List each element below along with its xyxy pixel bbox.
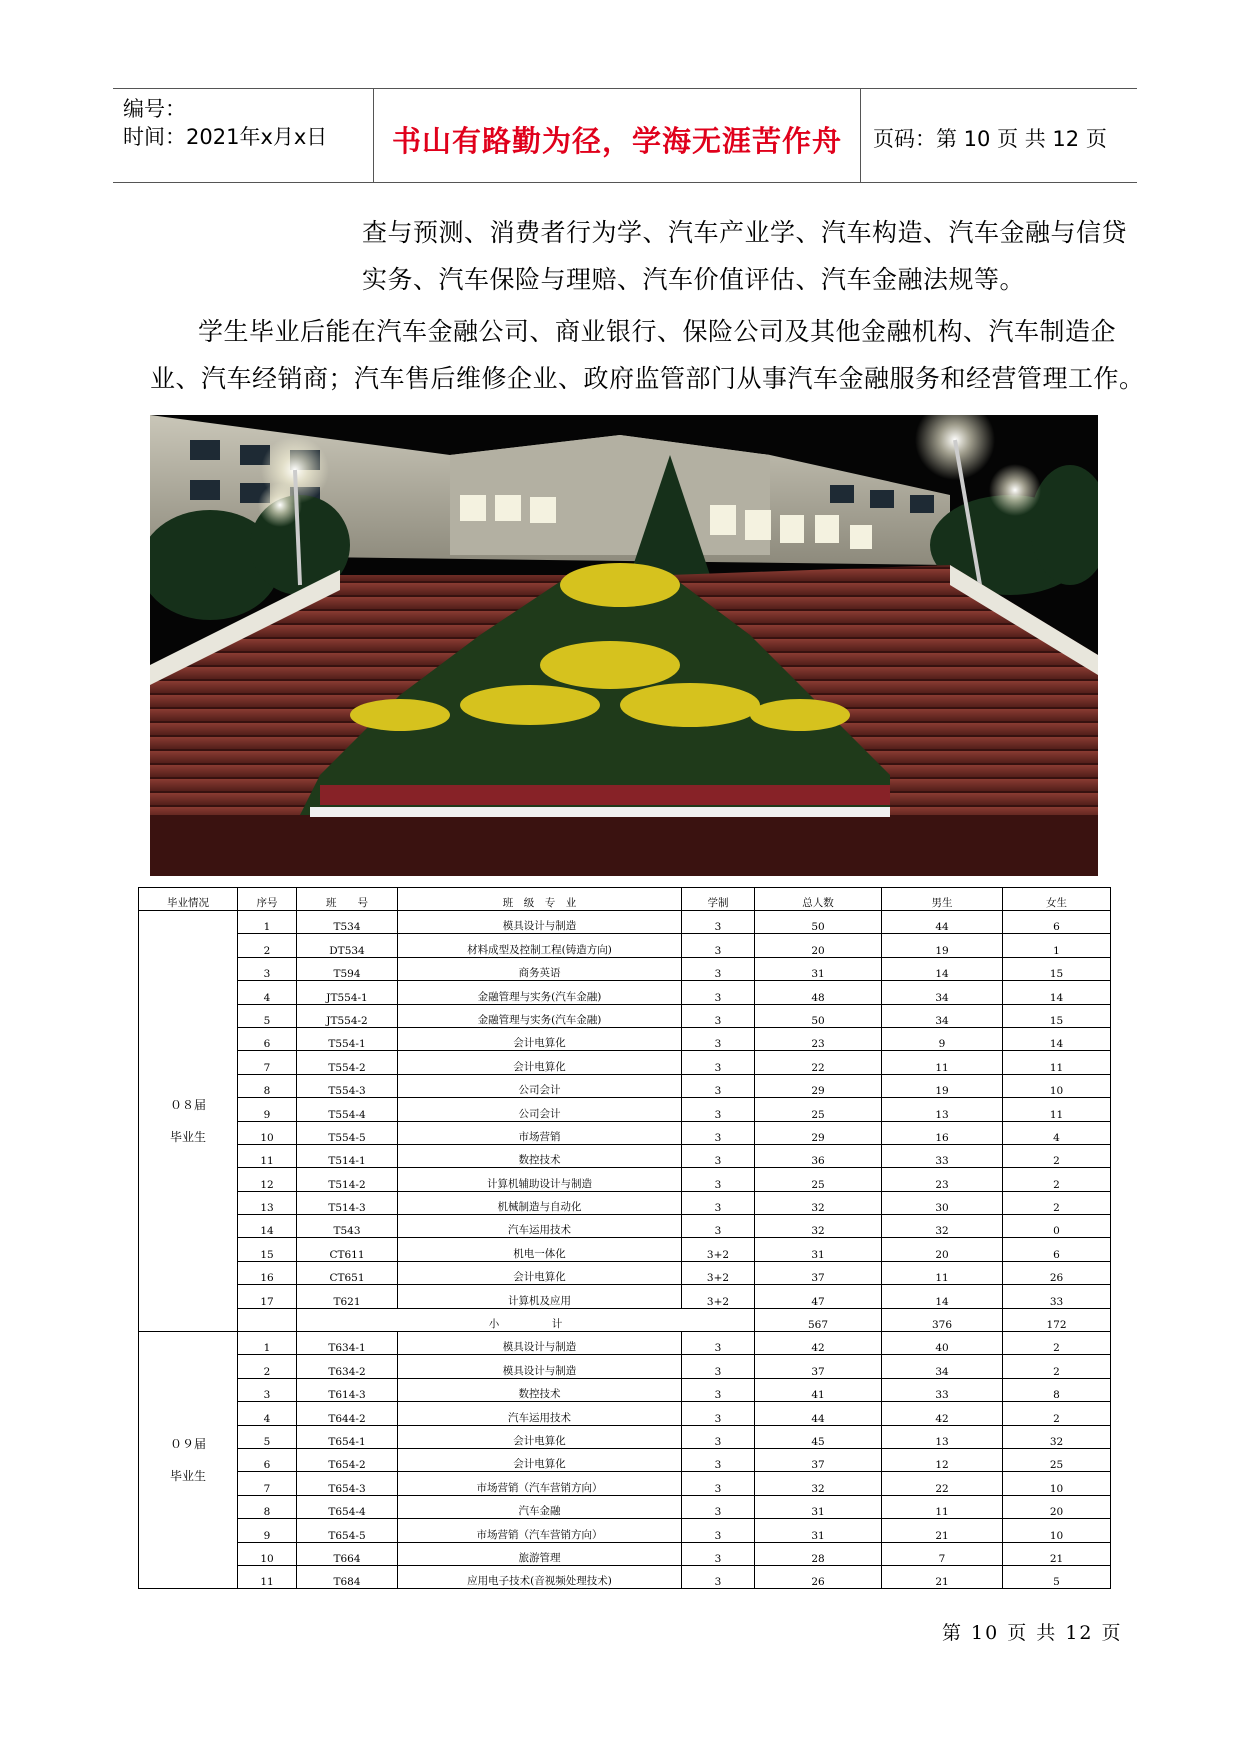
column-header: 毕业情况: [139, 888, 238, 911]
table-cell: DT534: [297, 934, 398, 957]
table-row: [139, 1448, 1111, 1471]
table-cell: 34: [882, 981, 1003, 1004]
table-cell: 2: [1003, 1355, 1111, 1378]
table-row: [139, 981, 1111, 1004]
table-cell: 26: [1003, 1261, 1111, 1284]
graduation-group-label: [139, 1332, 238, 1589]
graduates-table: [138, 887, 1111, 1589]
table-cell: 14: [1003, 981, 1111, 1004]
subtotal-label: 小 计: [297, 1308, 755, 1331]
table-cell: 1: [1003, 934, 1111, 957]
table-row: [139, 1542, 1111, 1565]
table-cell: 15: [238, 1238, 297, 1261]
table-cell: CT611: [297, 1238, 398, 1261]
document-time-label: 时间：2021年x月x日: [123, 125, 328, 149]
table-cell: 公司会计: [398, 1074, 682, 1097]
table-cell: 市场营销: [398, 1121, 682, 1144]
table-row: [139, 1121, 1111, 1144]
table-cell: 34: [882, 1004, 1003, 1027]
column-header: 男生: [882, 888, 1003, 911]
column-header: 总人数: [755, 888, 882, 911]
table-cell: 50: [755, 911, 882, 934]
table-cell: 3: [682, 957, 755, 980]
table-cell: 14: [882, 1285, 1003, 1308]
campus-night-photo: [150, 415, 1098, 876]
table-row: [139, 934, 1111, 957]
table-cell: 33: [882, 1378, 1003, 1401]
table-cell: 2: [1003, 1191, 1111, 1214]
column-header: 女生: [1003, 888, 1111, 911]
table-cell: 10: [238, 1542, 297, 1565]
table-cell: T554-5: [297, 1121, 398, 1144]
table-cell: 会计电算化: [398, 1425, 682, 1448]
table-cell: 3: [682, 1144, 755, 1167]
table-header-row: [139, 888, 1111, 911]
table-row: [139, 1402, 1111, 1425]
subtotal-row: [139, 1308, 1111, 1331]
table-cell: 公司会计: [398, 1098, 682, 1121]
table-cell: 45: [755, 1425, 882, 1448]
column-header: 班 级 专 业: [398, 888, 682, 911]
table-row: [139, 1191, 1111, 1214]
table-cell: 3: [682, 1191, 755, 1214]
column-header: 序号: [238, 888, 297, 911]
graduates-table-body: [139, 888, 1111, 1589]
column-header: 学制: [682, 888, 755, 911]
table-cell: 3: [682, 934, 755, 957]
table-cell: 2: [1003, 1168, 1111, 1191]
table-row: [139, 1098, 1111, 1121]
table-row: [139, 1495, 1111, 1518]
table-cell: 5: [238, 1425, 297, 1448]
table-cell: 3+2: [682, 1238, 755, 1261]
table-cell: 3: [682, 1098, 755, 1121]
table-cell: 7: [238, 1472, 297, 1495]
table-cell: 29: [755, 1121, 882, 1144]
table-cell: T554-3: [297, 1074, 398, 1097]
table-cell: T634-2: [297, 1355, 398, 1378]
table-cell: 5: [1003, 1565, 1111, 1588]
table-cell: 9: [238, 1519, 297, 1542]
table-cell: 汽车运用技术: [398, 1215, 682, 1238]
table-cell: T654-2: [297, 1448, 398, 1471]
table-cell: 33: [882, 1144, 1003, 1167]
table-cell: 会计电算化: [398, 1051, 682, 1074]
table-cell: T654-1: [297, 1425, 398, 1448]
table-cell: 应用电子技术(音视频处理技术): [398, 1565, 682, 1588]
table-cell: 数控技术: [398, 1378, 682, 1401]
table-cell: 32: [755, 1191, 882, 1214]
table-cell: 36: [755, 1144, 882, 1167]
table-cell: 47: [755, 1285, 882, 1308]
table-cell: 44: [882, 911, 1003, 934]
table-cell: 3: [682, 1121, 755, 1144]
table-cell: 3: [682, 1565, 755, 1588]
table-cell: 模具设计与制造: [398, 911, 682, 934]
table-cell: 31: [755, 957, 882, 980]
table-cell: 3: [238, 1378, 297, 1401]
table-row: [139, 1285, 1111, 1308]
table-cell: 8: [238, 1495, 297, 1518]
table-cell: 11: [882, 1051, 1003, 1074]
table-cell: 1: [238, 1332, 297, 1355]
table-row: [139, 1378, 1111, 1401]
table-cell: 3: [682, 1168, 755, 1191]
table-cell: 48: [755, 981, 882, 1004]
table-cell: 3: [682, 1215, 755, 1238]
table-cell: 42: [882, 1402, 1003, 1425]
table-cell: 37: [755, 1448, 882, 1471]
table-cell: T654-3: [297, 1472, 398, 1495]
table-cell: 17: [238, 1285, 297, 1308]
table-cell: T634-1: [297, 1332, 398, 1355]
table-cell: 3+2: [682, 1285, 755, 1308]
table-row: [139, 1565, 1111, 1588]
table-cell: 3: [682, 981, 755, 1004]
table-cell: 28: [755, 1542, 882, 1565]
document-number-label: 编号：: [123, 97, 186, 121]
table-cell: 26: [755, 1565, 882, 1588]
graduation-group-label: [139, 911, 238, 1332]
table-cell: 3: [682, 1051, 755, 1074]
table-cell: 15: [1003, 1004, 1111, 1027]
table-cell: 金融管理与实务(汽车金融): [398, 981, 682, 1004]
table-row: [139, 1144, 1111, 1167]
table-cell: 23: [755, 1027, 882, 1050]
table-cell: T554-1: [297, 1027, 398, 1050]
table-cell: 3: [682, 1542, 755, 1565]
table-cell: JT554-2: [297, 1004, 398, 1027]
table-cell: T554-4: [297, 1098, 398, 1121]
table-cell: 25: [755, 1098, 882, 1121]
table-cell: 计算机及应用: [398, 1285, 682, 1308]
table-cell: 16: [238, 1261, 297, 1284]
table-row: [139, 1355, 1111, 1378]
group-type-label: 毕业生: [169, 1130, 206, 1145]
table-row: [139, 1168, 1111, 1191]
table-cell: 23: [882, 1168, 1003, 1191]
table-cell: 22: [882, 1472, 1003, 1495]
table-cell: 3: [682, 1332, 755, 1355]
table-cell: 3: [682, 1495, 755, 1518]
table-row: [139, 1261, 1111, 1284]
table-cell: T543: [297, 1215, 398, 1238]
table-cell: 11: [882, 1261, 1003, 1284]
table-cell: 4: [238, 981, 297, 1004]
table-row: [139, 1027, 1111, 1050]
table-row: [139, 1332, 1111, 1355]
table-row: [139, 1472, 1111, 1495]
table-cell: 3: [682, 1402, 755, 1425]
header-page-cell: [861, 89, 1137, 182]
table-cell: 11: [1003, 1098, 1111, 1121]
table-cell: 6: [1003, 911, 1111, 934]
table-cell: 机械制造与自动化: [398, 1191, 682, 1214]
table-cell: 模具设计与制造: [398, 1355, 682, 1378]
table-cell: 8: [238, 1074, 297, 1097]
table-cell: 11: [238, 1565, 297, 1588]
table-cell: 10: [1003, 1472, 1111, 1495]
table-cell: 市场营销（汽车营销方向）: [398, 1519, 682, 1542]
table-cell: JT554-1: [297, 981, 398, 1004]
table-cell: T594: [297, 957, 398, 980]
table-cell: 11: [882, 1495, 1003, 1518]
table-row: [139, 911, 1111, 934]
table-cell: 13: [882, 1098, 1003, 1121]
table-cell: 2: [238, 1355, 297, 1378]
table-cell: 2: [1003, 1144, 1111, 1167]
table-cell: 2: [238, 934, 297, 957]
table-cell: 19: [882, 934, 1003, 957]
group-year-label: ０９届: [169, 1437, 206, 1452]
table-cell: 32: [755, 1215, 882, 1238]
table-row: [139, 957, 1111, 980]
table-cell: 6: [238, 1027, 297, 1050]
table-cell: T514-2: [297, 1168, 398, 1191]
table-row: [139, 1051, 1111, 1074]
table-cell: 14: [238, 1215, 297, 1238]
page-header: [113, 88, 1137, 183]
table-cell: 3: [682, 1519, 755, 1542]
body-paragraph-line: 实务、汽车保险与理赔、汽车价值评估、汽车金融法规等。: [362, 265, 1026, 294]
table-cell: T654-5: [297, 1519, 398, 1542]
subtotal-value: 376: [882, 1308, 1003, 1331]
table-cell: 汽车金融: [398, 1495, 682, 1518]
table-cell: 32: [1003, 1425, 1111, 1448]
table-cell: 会计电算化: [398, 1448, 682, 1471]
table-cell: 3: [682, 1074, 755, 1097]
table-cell: 37: [755, 1355, 882, 1378]
table-cell: 0: [1003, 1215, 1111, 1238]
table-cell: 5: [238, 1004, 297, 1027]
subtotal-value: 567: [755, 1308, 882, 1331]
table-cell: 旅游管理: [398, 1542, 682, 1565]
table-cell: 42: [755, 1332, 882, 1355]
table-cell: 41: [755, 1378, 882, 1401]
table-cell: 29: [755, 1074, 882, 1097]
subtotal-value: 172: [1003, 1308, 1111, 1331]
table-cell: 33: [1003, 1285, 1111, 1308]
table-cell: 数控技术: [398, 1144, 682, 1167]
table-row: [139, 1238, 1111, 1261]
table-cell: T654-4: [297, 1495, 398, 1518]
table-cell: 31: [755, 1238, 882, 1261]
table-cell: 12: [882, 1448, 1003, 1471]
table-cell: T534: [297, 911, 398, 934]
table-row: [139, 1215, 1111, 1238]
table-cell: 20: [755, 934, 882, 957]
table-cell: T514-1: [297, 1144, 398, 1167]
table-cell: 12: [238, 1168, 297, 1191]
table-cell: 15: [1003, 957, 1111, 980]
table-cell: 9: [882, 1027, 1003, 1050]
table-cell: 8: [1003, 1378, 1111, 1401]
table-cell: 32: [882, 1215, 1003, 1238]
table-row: [139, 1519, 1111, 1542]
table-row: [139, 1425, 1111, 1448]
table-cell: T644-2: [297, 1402, 398, 1425]
table-cell: 机电一体化: [398, 1238, 682, 1261]
table-cell: 金融管理与实务(汽车金融): [398, 1004, 682, 1027]
table-cell: 21: [1003, 1542, 1111, 1565]
table-cell: 4: [238, 1402, 297, 1425]
table-cell: 3: [682, 1027, 755, 1050]
table-cell: 20: [882, 1238, 1003, 1261]
table-cell: 2: [1003, 1332, 1111, 1355]
table-cell: 7: [238, 1051, 297, 1074]
header-motto: 书山有路勤为径，学海无涯苦作舟: [391, 124, 842, 158]
table-cell: T621: [297, 1285, 398, 1308]
group-year-label: ０８届: [169, 1098, 206, 1113]
table-cell: 21: [882, 1519, 1003, 1542]
table-cell: 19: [882, 1074, 1003, 1097]
table-cell: 4: [1003, 1121, 1111, 1144]
table-cell: 32: [755, 1472, 882, 1495]
body-paragraph-line: 业、汽车经销商；汽车售后维修企业、政府监管部门从事汽车金融服务和经营管理工作。: [150, 364, 1145, 393]
table-cell: [238, 1308, 297, 1331]
table-cell: 市场营销（汽车营销方向）: [398, 1472, 682, 1495]
table-cell: 31: [755, 1495, 882, 1518]
table-row: [139, 1074, 1111, 1097]
table-cell: 3: [238, 957, 297, 980]
table-cell: 11: [1003, 1051, 1111, 1074]
table-cell: 11: [238, 1144, 297, 1167]
table-cell: 会计电算化: [398, 1027, 682, 1050]
body-paragraph-line: 学生毕业后能在汽车金融公司、商业银行、保险公司及其他金融机构、汽车制造企: [198, 317, 1117, 346]
table-cell: 13: [882, 1425, 1003, 1448]
table-cell: 31: [755, 1519, 882, 1542]
table-cell: 3: [682, 1472, 755, 1495]
body-paragraph-line: 查与预测、消费者行为学、汽车产业学、汽车构造、汽车金融与信贷: [362, 218, 1128, 247]
table-cell: 3: [682, 1378, 755, 1401]
table-cell: 材料成型及控制工程(铸造方向): [398, 934, 682, 957]
table-cell: T664: [297, 1542, 398, 1565]
column-header: 班 号: [297, 888, 398, 911]
table-cell: 13: [238, 1191, 297, 1214]
table-cell: 20: [1003, 1495, 1111, 1518]
page-footer: 第 10 页 共 12 页: [942, 1622, 1123, 1644]
table-cell: 30: [882, 1191, 1003, 1214]
table-cell: 6: [238, 1448, 297, 1471]
table-cell: 模具设计与制造: [398, 1332, 682, 1355]
table-cell: 会计电算化: [398, 1261, 682, 1284]
table-cell: 50: [755, 1004, 882, 1027]
table-cell: 3: [682, 1004, 755, 1027]
table-cell: 6: [1003, 1238, 1111, 1261]
table-cell: T684: [297, 1565, 398, 1588]
table-cell: 34: [882, 1355, 1003, 1378]
table-cell: 10: [1003, 1074, 1111, 1097]
header-page-number: 页码：第 10 页 共 12 页: [873, 127, 1107, 151]
table-cell: T554-2: [297, 1051, 398, 1074]
table-cell: 3: [682, 1355, 755, 1378]
table-cell: 25: [755, 1168, 882, 1191]
table-cell: 22: [755, 1051, 882, 1074]
table-cell: 9: [238, 1098, 297, 1121]
table-cell: 3+2: [682, 1261, 755, 1284]
header-meta: [113, 89, 373, 182]
table-cell: CT651: [297, 1261, 398, 1284]
table-cell: 14: [1003, 1027, 1111, 1050]
table-cell: 汽车运用技术: [398, 1402, 682, 1425]
table-cell: T514-3: [297, 1191, 398, 1214]
table-cell: 14: [882, 957, 1003, 980]
table-cell: 1: [238, 911, 297, 934]
table-cell: 21: [882, 1565, 1003, 1588]
table-cell: 3: [682, 1425, 755, 1448]
table-row: [139, 1004, 1111, 1027]
table-cell: 7: [882, 1542, 1003, 1565]
table-cell: T614-3: [297, 1378, 398, 1401]
table-cell: 40: [882, 1332, 1003, 1355]
table-cell: 10: [238, 1121, 297, 1144]
table-cell: 3: [682, 911, 755, 934]
table-cell: 3: [682, 1448, 755, 1471]
table-cell: 44: [755, 1402, 882, 1425]
table-cell: 10: [1003, 1519, 1111, 1542]
table-cell: 计算机辅助设计与制造: [398, 1168, 682, 1191]
group-type-label: 毕业生: [169, 1469, 206, 1484]
header-motto-cell: [373, 89, 861, 182]
table-cell: 商务英语: [398, 957, 682, 980]
table-cell: 25: [1003, 1448, 1111, 1471]
table-cell: 16: [882, 1121, 1003, 1144]
table-cell: 37: [755, 1261, 882, 1284]
table-cell: 2: [1003, 1402, 1111, 1425]
